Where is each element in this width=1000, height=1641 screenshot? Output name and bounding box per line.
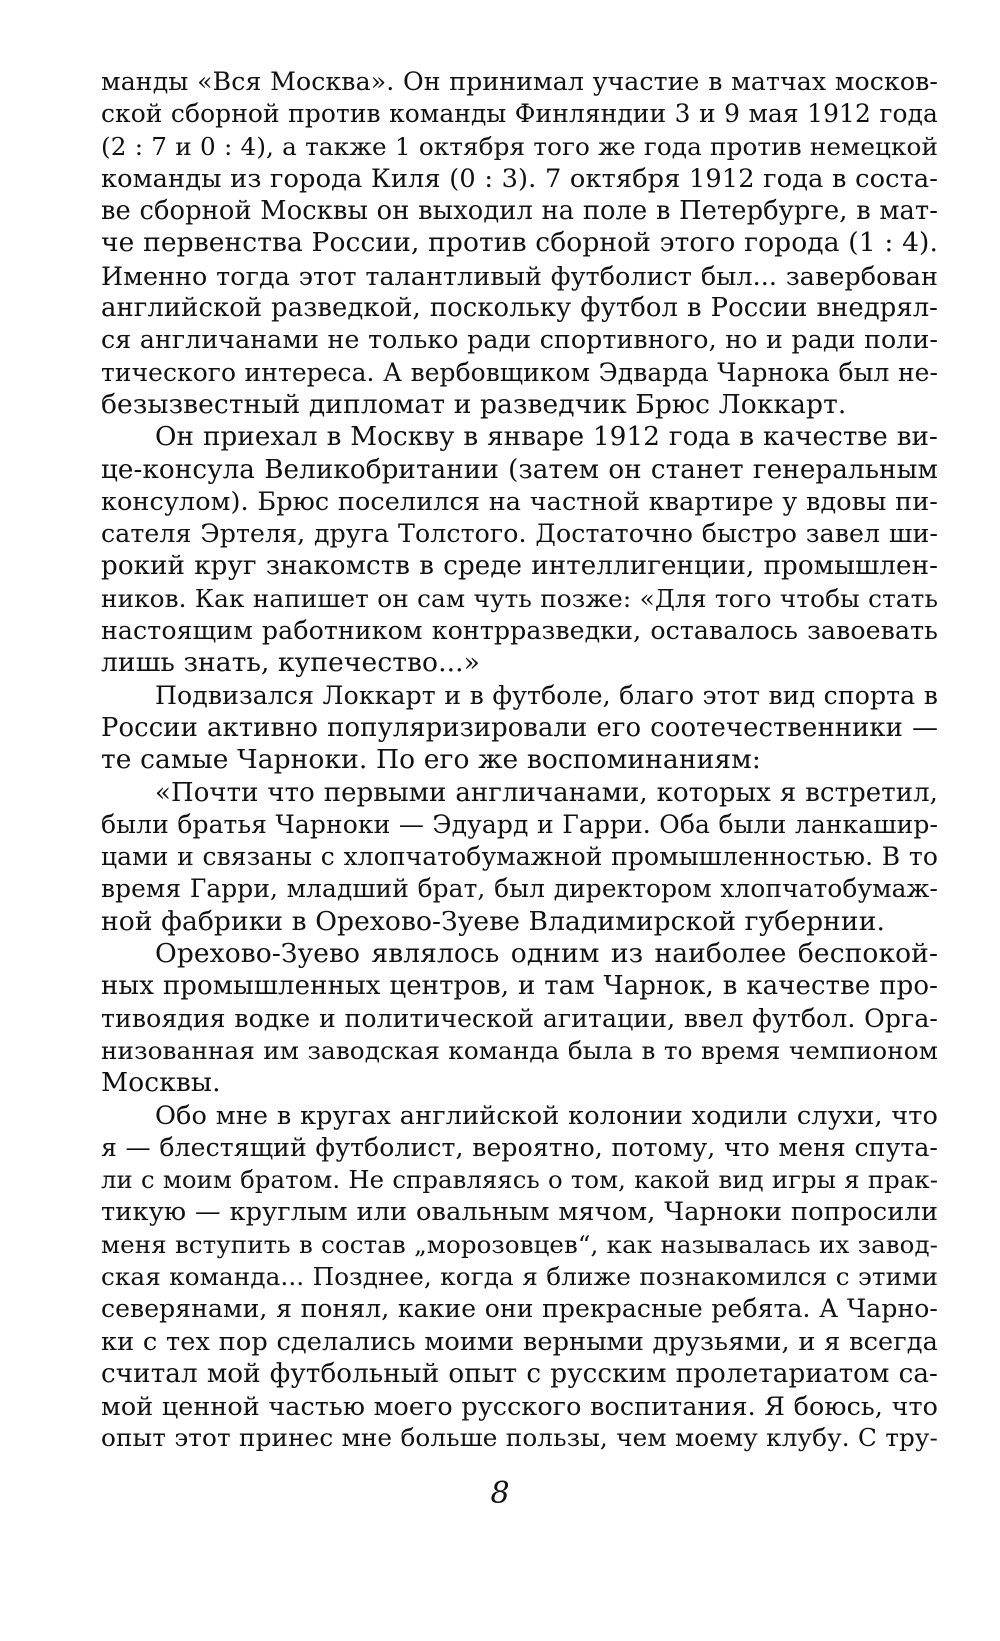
text-line: Он приехал в Москву в январе 1912 года в качестве ви- — [155, 422, 938, 453]
text-line: те самые Чарноки. По его же воспоминаниям: — [101, 744, 761, 776]
text-line: лишь знать, купечество...» — [101, 647, 480, 679]
text-line: безызвестный дипломат и разведчик Брюс Локкарт. — [101, 388, 847, 420]
text-line: ве сборной Москвы он выходил на поле в Петербурге, в мат- — [101, 196, 938, 227]
text-line: рокий круг знакомств в среде интеллигенции, промышлен- — [101, 551, 938, 582]
text-line: были братья Чарноки — Эдуард и Гарри. Оба были ланкашир- — [101, 809, 938, 839]
text-line: ся англичанами не только ради спортивного, но и ради поли- — [101, 325, 938, 355]
text-line: команды из города Киля (0 : 3). 7 октября 1912 года в соста- — [101, 163, 938, 194]
text-line: цами и связаны с хлопчатобумажной промышленностью. В то — [101, 842, 938, 872]
text-line: ной фабрики в Орехово-Зуеве Владимирской губернии. — [101, 905, 885, 937]
text-line: английской разведкой, поскольку футбол в России внедрял- — [101, 293, 938, 324]
text-line: Обо мне в кругах английской колонии ходили слухи, что — [155, 1100, 938, 1131]
text-line: меня вступить в состав „морозовцев“, как называлась их завод- — [101, 1229, 938, 1259]
text-line: Подвизался Локкарт и в футболе, благо этот вид спорта в — [155, 680, 938, 710]
text-line: считал мой футбольный опыт с русским пролетариатом са- — [101, 1358, 938, 1389]
text-line: ли с моим братом. Не справляясь о том, какой вид игры я прак- — [101, 1165, 938, 1195]
body-text — [101, 66, 938, 1455]
text-line: опыт этот принес мне больше пользы, чем моему клубу. С тру- — [101, 1423, 938, 1453]
text-line: тикую — круглым или овальным мячом, Чарноки попросили — [101, 1197, 938, 1228]
text-line: низованная им заводская команда была в то время чемпионом — [101, 1035, 938, 1065]
text-line: сателя Эртеля, друга Толстого. Достаточно быстро завел ши- — [101, 519, 938, 549]
text-line: мой ценной частью моего русского воспитания. Я боюсь, что — [101, 1391, 938, 1422]
text-line: время Гарри, младший брат, был директором хлопчатобумаж- — [101, 874, 938, 904]
text-line: че первенства России, против сборной этого города (1 : 4). — [101, 227, 938, 259]
text-line: тического интереса. А вербовщиком Эдварда Чарнока был не- — [101, 357, 938, 387]
text-line: настоящим работником контрразведки, оставалось завоевать — [101, 616, 938, 646]
page-number: 8 — [490, 1476, 510, 1511]
text-line: ская команда... Позднее, когда я ближе познакомился с этими — [101, 1261, 938, 1291]
text-line: консулом). Брюс поселился на частной квартире у вдовы пи- — [101, 486, 938, 517]
text-line: це-консула Великобритании (затем он станет генеральным — [101, 454, 938, 485]
text-line: манды «Вся Москва». Он принимал участие в матчах москов- — [101, 67, 938, 96]
text-line: «Почти что первыми англичанами, которых я встретил, — [155, 777, 938, 808]
text-line: северянами, я понял, какие они прекрасные ребята. А Чарно- — [101, 1294, 938, 1324]
text-line: (2 : 7 и 0 : 4), а также 1 октября того же года против немецкой — [101, 131, 938, 161]
text-line: России активно популяризировали его соотечественники — — [101, 712, 938, 743]
text-line: Именно тогда этот талантливый футболист был... завербован — [101, 260, 938, 291]
text-line: ской сборной против команды Финляндии 3 и 9 мая 1912 года — [101, 99, 938, 129]
text-line: тивоядия водке и политической агитации, ввел футбол. Орга- — [101, 1003, 938, 1033]
text-line: ников. Как напишет он сам чуть позже: «Для того чтобы стать — [101, 583, 938, 613]
text-line: Москвы. — [101, 1067, 221, 1099]
text-line: ных промышленных центров, и там Чарнок, в качестве про- — [101, 971, 938, 1002]
text-line: ки с тех пор сделались моими верными друзьями, и я всегда — [101, 1326, 938, 1357]
text-line: Орехово-Зуево являлось одним из наиболее беспокой- — [155, 938, 938, 970]
text-line: я — блестящий футболист, вероятно, потому, что меня спута- — [101, 1132, 938, 1162]
